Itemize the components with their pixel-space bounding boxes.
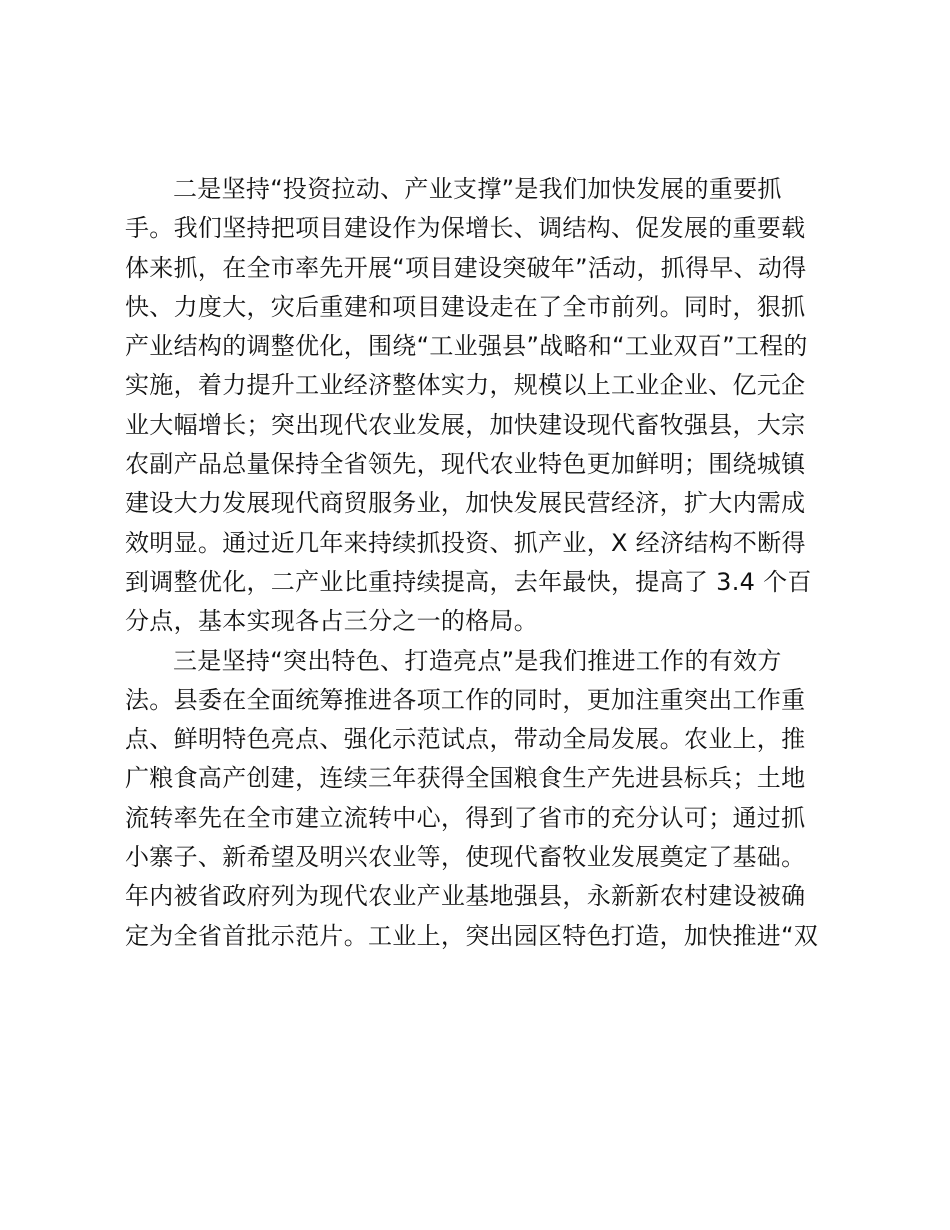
- text-line: 体来抓，在全市率先开展“项目建设突破年”活动，抓得早、动得: [125, 253, 807, 282]
- text-line: 分点，基本实现各占三分之一的格局。: [125, 607, 539, 636]
- text-line: 年内被省政府列为现代农业产业基地强县，永新新农村建设被确: [125, 882, 806, 911]
- paragraph-2: [125, 642, 825, 956]
- text-line: 手。我们坚持把项目建设作为保增长、调结构、促发展的重要载: [125, 214, 806, 243]
- text-line: 快、力度大，灾后重建和项目建设走在了全市前列。同时，狠抓: [125, 292, 806, 321]
- text-line: 点、鲜明特色亮点、强化示范试点，带动全局发展。农业上，推: [125, 725, 806, 754]
- text-line: 产业结构的调整优化，围绕“工业强县”战略和“工业双百”工程的: [125, 332, 808, 361]
- paragraph-1: [125, 170, 825, 642]
- text-line: 小寨子、新希望及明兴农业等，使现代畜牧业发展奠定了基础。: [125, 843, 806, 872]
- text-line: 法。县委在全面统筹推进各项工作的同时，更加注重突出工作重: [125, 685, 806, 714]
- text-line: 效明显。通过近几年来持续抓投资、抓产业，X 经济结构不断得: [125, 528, 806, 557]
- text-line: 广粮食高产创建，连续三年获得全国粮食生产先进县标兵；土地: [125, 764, 806, 793]
- body-text: [125, 170, 825, 956]
- text-line: 到调整优化，二产业比重持续提高，去年最快，提高了 3.4 个百: [125, 567, 812, 596]
- text-line: 三是坚持“突出特色、打造亮点”是我们推进工作的有效方: [173, 646, 782, 675]
- text-line: 二是坚持“投资拉动、产业支撑”是我们加快发展的重要抓: [173, 175, 782, 203]
- text-line: 业大幅增长；突出现代农业发展，加快建设现代畜牧强县，大宗: [125, 410, 806, 439]
- text-line: 实施，着力提升工业经济整体实力，规模以上工业企业、亿元企: [125, 371, 806, 400]
- text-line: 农副产品总量保持全省领先，现代农业特色更加鲜明；围绕城镇: [125, 450, 806, 479]
- text-line: 流转率先在全市建立流转中心，得到了省市的充分认可；通过抓: [125, 803, 806, 832]
- text-line: 定为全省首批示范片。工业上，突出园区特色打造，加快推进“双: [125, 921, 819, 950]
- text-line: 建设大力发展现代商贸服务业，加快发展民营经济，扩大内需成: [125, 489, 806, 518]
